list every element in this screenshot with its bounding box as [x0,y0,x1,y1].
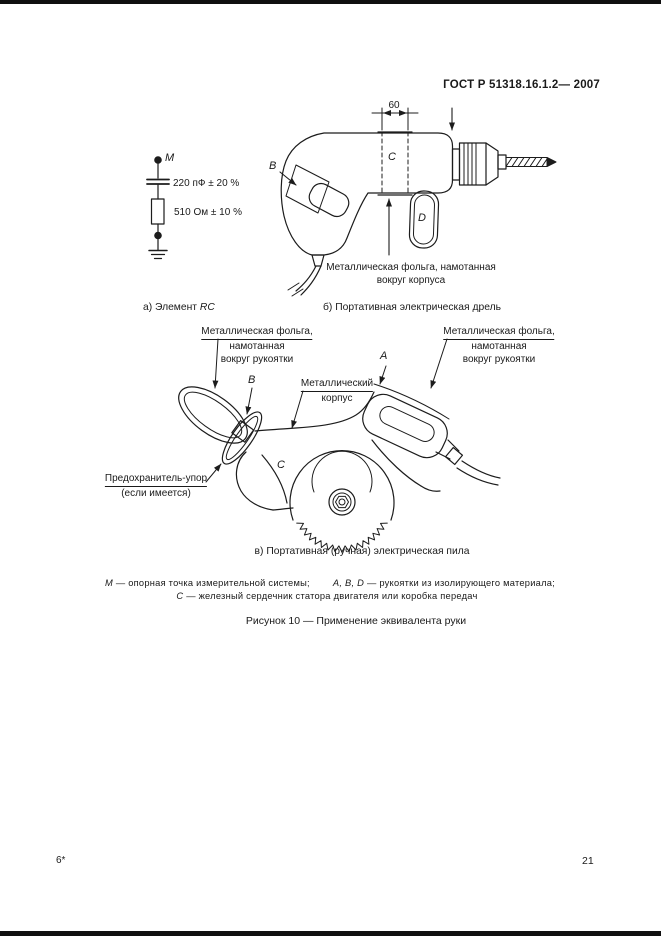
figure-b-caption: б) Портативная электрическая дрель [323,302,501,313]
drill-label-d: D [418,212,426,224]
drill-label-c: C [388,151,396,163]
legend-line1 [105,578,555,588]
figure-a-caption-text: а) Элемент [143,302,200,313]
legend-c-text: — железный сердечник статора двигателя или коробка передач [183,591,478,601]
saw-foil-right-line3: вокруг рукоятки [462,354,536,365]
saw-foil-left-line2: намотанная [229,341,285,352]
saw-foil-left-line3: вокруг рукоятки [220,354,294,365]
saw-foil-label-right [443,325,554,366]
dimension-60-label: 60 [388,100,400,111]
metal-body-label [301,377,373,405]
figure-caption: Рисунок 10 — Применение эквивалента руки [245,615,467,627]
saw-foil-left-line1: Металлическая фольга, [201,325,312,340]
legend-abd-clause [333,578,555,588]
legend-m-clause [105,578,310,588]
legend-abd-text: — рукоятки из изолирующего материала; [364,578,555,588]
saw-label-b: B [248,374,256,386]
figure-c-caption: в) Портативная (ручная) электрическая пила [254,546,470,557]
legend-line2 [176,591,477,601]
resistor-value-label: 510 Ом ± 10 % [174,207,242,218]
figure-a-caption-rc: RC [199,302,215,313]
rc-circuit-drawing [147,157,169,259]
drill-foil-note [326,261,496,287]
saw-foil-label-left [201,325,312,366]
capacitor-value-label: 220 пФ ± 20 % [173,178,240,189]
drill-foil-note-line1: Металлическая фольга, намотанная [326,262,496,273]
guard-stop-label [105,472,207,500]
guard-stop-label-line2: (если имеется) [121,488,191,499]
legend-abd: A, B, D [332,578,365,588]
saw-label-c: C [277,459,285,471]
guard-stop-label-line1: Предохранитель-упор [105,472,207,487]
legend-m: M [105,578,113,588]
saw-label-a: A [380,350,388,362]
drill-foil-note-line2: вокруг корпуса [376,275,446,286]
signature-mark: 6* [56,855,66,866]
saw-foil-right-line2: намотанная [471,341,527,352]
saw-foil-right-line1: Металлическая фольга, [443,325,554,340]
legend-c: C [176,591,184,601]
legend-m-text: — опорная точка измерительной системы; [113,578,310,588]
drill-label-b: B [269,160,277,172]
figure-a-caption [143,301,215,314]
metal-body-label-line1: Металлический [301,377,373,392]
saw-drawing [169,339,500,552]
rc-point-m-label: M [165,152,175,164]
metal-body-label-line2: корпус [321,393,353,404]
page-title: ГОСТ Р 51318.16.1.2— 2007 [443,79,600,91]
page-number: 21 [582,855,594,867]
